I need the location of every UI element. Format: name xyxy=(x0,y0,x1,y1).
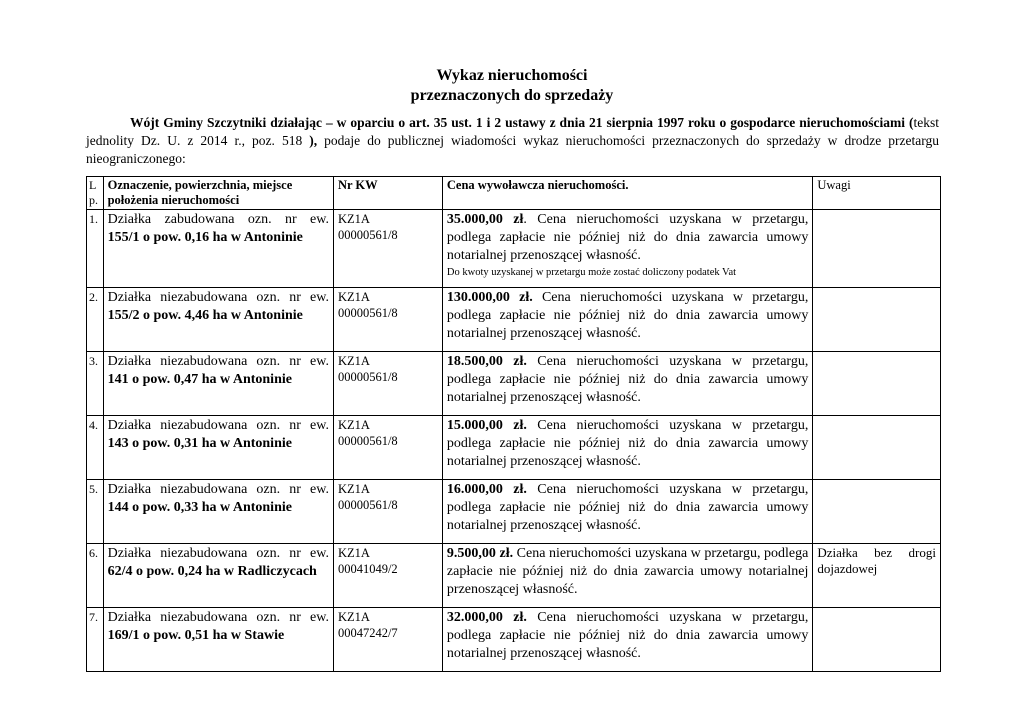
row-description xyxy=(103,480,333,544)
row-kw-line2: 00000561/8 xyxy=(337,306,398,320)
row-price xyxy=(442,352,812,416)
table-header-row xyxy=(87,177,941,210)
row-notes-line1: Działka bez drogi xyxy=(817,545,936,560)
row-notes xyxy=(813,416,941,480)
row-price-text: Cena nieruchomości uzyskana w przetargu, podlega zapłacie nie później niż do dnia zawarcia umowy notarialnej przenoszącej własność. xyxy=(446,418,809,469)
row-kw-line1: KZ1A xyxy=(337,546,370,560)
row-desc-line2: 169/1 o pow. 0,51 ha w Stawie xyxy=(107,628,285,643)
row-desc-line1: Działka niezabudowana ozn. nr ew. xyxy=(107,418,329,433)
row-kw-line2: 00000561/8 xyxy=(337,228,398,242)
intro-normal-b: podaje do publicznej wiadomości wykaz nieruchomości przeznaczonych do sprzedaży w drodze przetargu nieograniczonego: xyxy=(86,133,939,166)
row-price-amount: 18.500,00 zł. xyxy=(446,354,527,369)
row-description xyxy=(103,210,333,288)
row-price-amount: 35.000,00 zł xyxy=(446,212,524,227)
row-price-text: Cena nieruchomości uzyskana w przetargu, podlega zapłacie nie później niż do dnia zawarcia umowy notarialnej przenoszącej własność. xyxy=(446,546,809,597)
row-price xyxy=(442,608,812,672)
header-notes: Uwagi xyxy=(813,177,941,210)
row-kw-line1: KZ1A xyxy=(337,418,370,432)
row-description xyxy=(103,416,333,480)
row-desc-line1: Działka niezabudowana ozn. nr ew. xyxy=(107,482,329,497)
row-notes xyxy=(813,288,941,352)
row-notes xyxy=(813,210,941,288)
row-price-text: Cena nieruchomości uzyskana w przetargu, podlega zapłacie nie później niż do dnia zawarcia umowy notarialnej przenoszącej własność. xyxy=(446,610,809,661)
table-row xyxy=(87,544,941,608)
row-price-note: Do kwoty uzyskanej w przetargu może zostać doliczony podatek Vat xyxy=(446,267,737,278)
document-title: Wykaz nieruchomości xyxy=(436,67,588,84)
row-kw xyxy=(333,416,442,480)
table-row xyxy=(87,352,941,416)
intro-paragraph xyxy=(86,114,939,168)
document-subtitle: przeznaczonych do sprzedaży xyxy=(410,87,614,104)
header-kw: Nr KW xyxy=(333,177,442,210)
row-kw-line1: KZ1A xyxy=(337,482,370,496)
row-price-text: . Cena nieruchomości uzyskana w przetargu, podlega zapłacie nie później niż do dnia zawarcia umowy notarialnej przenoszącej własność. xyxy=(446,212,809,263)
row-lp: 5. xyxy=(87,480,104,544)
row-lp: 1. xyxy=(87,210,104,288)
row-price xyxy=(442,480,812,544)
row-kw-line1: KZ1A xyxy=(337,610,370,624)
header-description: Oznaczenie, powierzchnia, miejsce położenia nieruchomości xyxy=(103,177,333,210)
row-price xyxy=(442,416,812,480)
row-price-amount: 32.000,00 zł. xyxy=(446,610,527,625)
row-kw-line2: 00000561/8 xyxy=(337,434,398,448)
table-row xyxy=(87,416,941,480)
row-description xyxy=(103,288,333,352)
row-kw-line1: KZ1A xyxy=(337,290,370,304)
row-lp: 6. xyxy=(87,544,104,608)
row-price xyxy=(442,544,812,608)
table-row xyxy=(87,210,941,288)
row-lp: 7. xyxy=(87,608,104,672)
table-body xyxy=(87,210,941,672)
row-desc-line2: 155/1 o pow. 0,16 ha w Antoninie xyxy=(107,230,303,245)
intro-bold-b: ), xyxy=(302,133,318,148)
row-desc-line2: 155/2 o pow. 4,46 ha w Antoninie xyxy=(107,308,303,323)
row-price-text: Cena nieruchomości uzyskana w przetargu, podlega zapłacie nie później niż do dnia zawarcia umowy notarialnej przenoszącej własność. xyxy=(446,482,809,533)
row-price-amount: 16.000,00 zł. xyxy=(446,482,527,497)
intro-bold-a: Wójt Gminy Szczytniki działając – w oparciu o art. 35 ust. 1 i 2 ustawy z dnia 21 sierpnia 1997 roku o gospodarce nieruchomościami ( xyxy=(130,115,914,130)
table-row xyxy=(87,480,941,544)
row-price xyxy=(442,210,812,288)
row-lp: 2. xyxy=(87,288,104,352)
row-notes xyxy=(813,352,941,416)
row-lp: 4. xyxy=(87,416,104,480)
row-kw-line1: KZ1A xyxy=(337,212,370,226)
row-notes xyxy=(813,608,941,672)
row-kw xyxy=(333,480,442,544)
row-desc-line1: Działka niezabudowana ozn. nr ew. xyxy=(107,290,329,305)
row-kw xyxy=(333,544,442,608)
row-kw xyxy=(333,608,442,672)
row-description xyxy=(103,608,333,672)
row-kw xyxy=(333,352,442,416)
row-desc-line1: Działka zabudowana ozn. nr ew. xyxy=(107,212,329,227)
row-desc-line1: Działka niezabudowana ozn. nr ew. xyxy=(107,610,329,625)
row-kw xyxy=(333,288,442,352)
header-price: Cena wywoławcza nieruchomości. xyxy=(442,177,812,210)
row-description xyxy=(103,352,333,416)
row-price-text: Cena nieruchomości uzyskana w przetargu, podlega zapłacie nie później niż do dnia zawarcia umowy notarialnej przenoszącej własność. xyxy=(446,354,809,405)
header-lp: L p. xyxy=(87,177,104,210)
row-kw xyxy=(333,210,442,288)
row-desc-line2: 144 o pow. 0,33 ha w Antoninie xyxy=(107,500,292,515)
row-price-amount: 9.500,00 zł. xyxy=(446,546,514,561)
row-lp: 3. xyxy=(87,352,104,416)
row-notes-line2: dojazdowej xyxy=(817,561,878,576)
row-kw-line2: 00041049/2 xyxy=(337,562,398,576)
table-row xyxy=(87,608,941,672)
row-desc-line2: 62/4 o pow. 0,24 ha w Radliczycach xyxy=(107,564,317,579)
row-price-text: Cena nieruchomości uzyskana w przetargu, podlega zapłacie nie później niż do dnia zawarcia umowy notarialnej przenoszącej własność. xyxy=(446,290,809,341)
row-kw-line2: 00047242/7 xyxy=(337,626,398,640)
row-notes xyxy=(813,480,941,544)
row-desc-line2: 143 o pow. 0,31 ha w Antoninie xyxy=(107,436,292,451)
property-table xyxy=(86,176,941,672)
row-description xyxy=(103,544,333,608)
row-price-amount: 130.000,00 zł. xyxy=(446,290,533,305)
row-price-amount: 15.000,00 zł. xyxy=(446,418,527,433)
row-kw-line2: 00000561/8 xyxy=(337,370,398,384)
row-price xyxy=(442,288,812,352)
row-desc-line1: Działka niezabudowana ozn. nr ew. xyxy=(107,546,329,561)
row-kw-line2: 00000561/8 xyxy=(337,498,398,512)
intro-normal-a: tekst jednolity Dz. U. z 2014 r., poz. 518 xyxy=(86,115,939,148)
table-row xyxy=(87,288,941,352)
row-desc-line2: 141 o pow. 0,47 ha w Antoninie xyxy=(107,372,292,387)
row-desc-line1: Działka niezabudowana ozn. nr ew. xyxy=(107,354,329,369)
row-notes xyxy=(813,544,941,608)
row-kw-line1: KZ1A xyxy=(337,354,370,368)
